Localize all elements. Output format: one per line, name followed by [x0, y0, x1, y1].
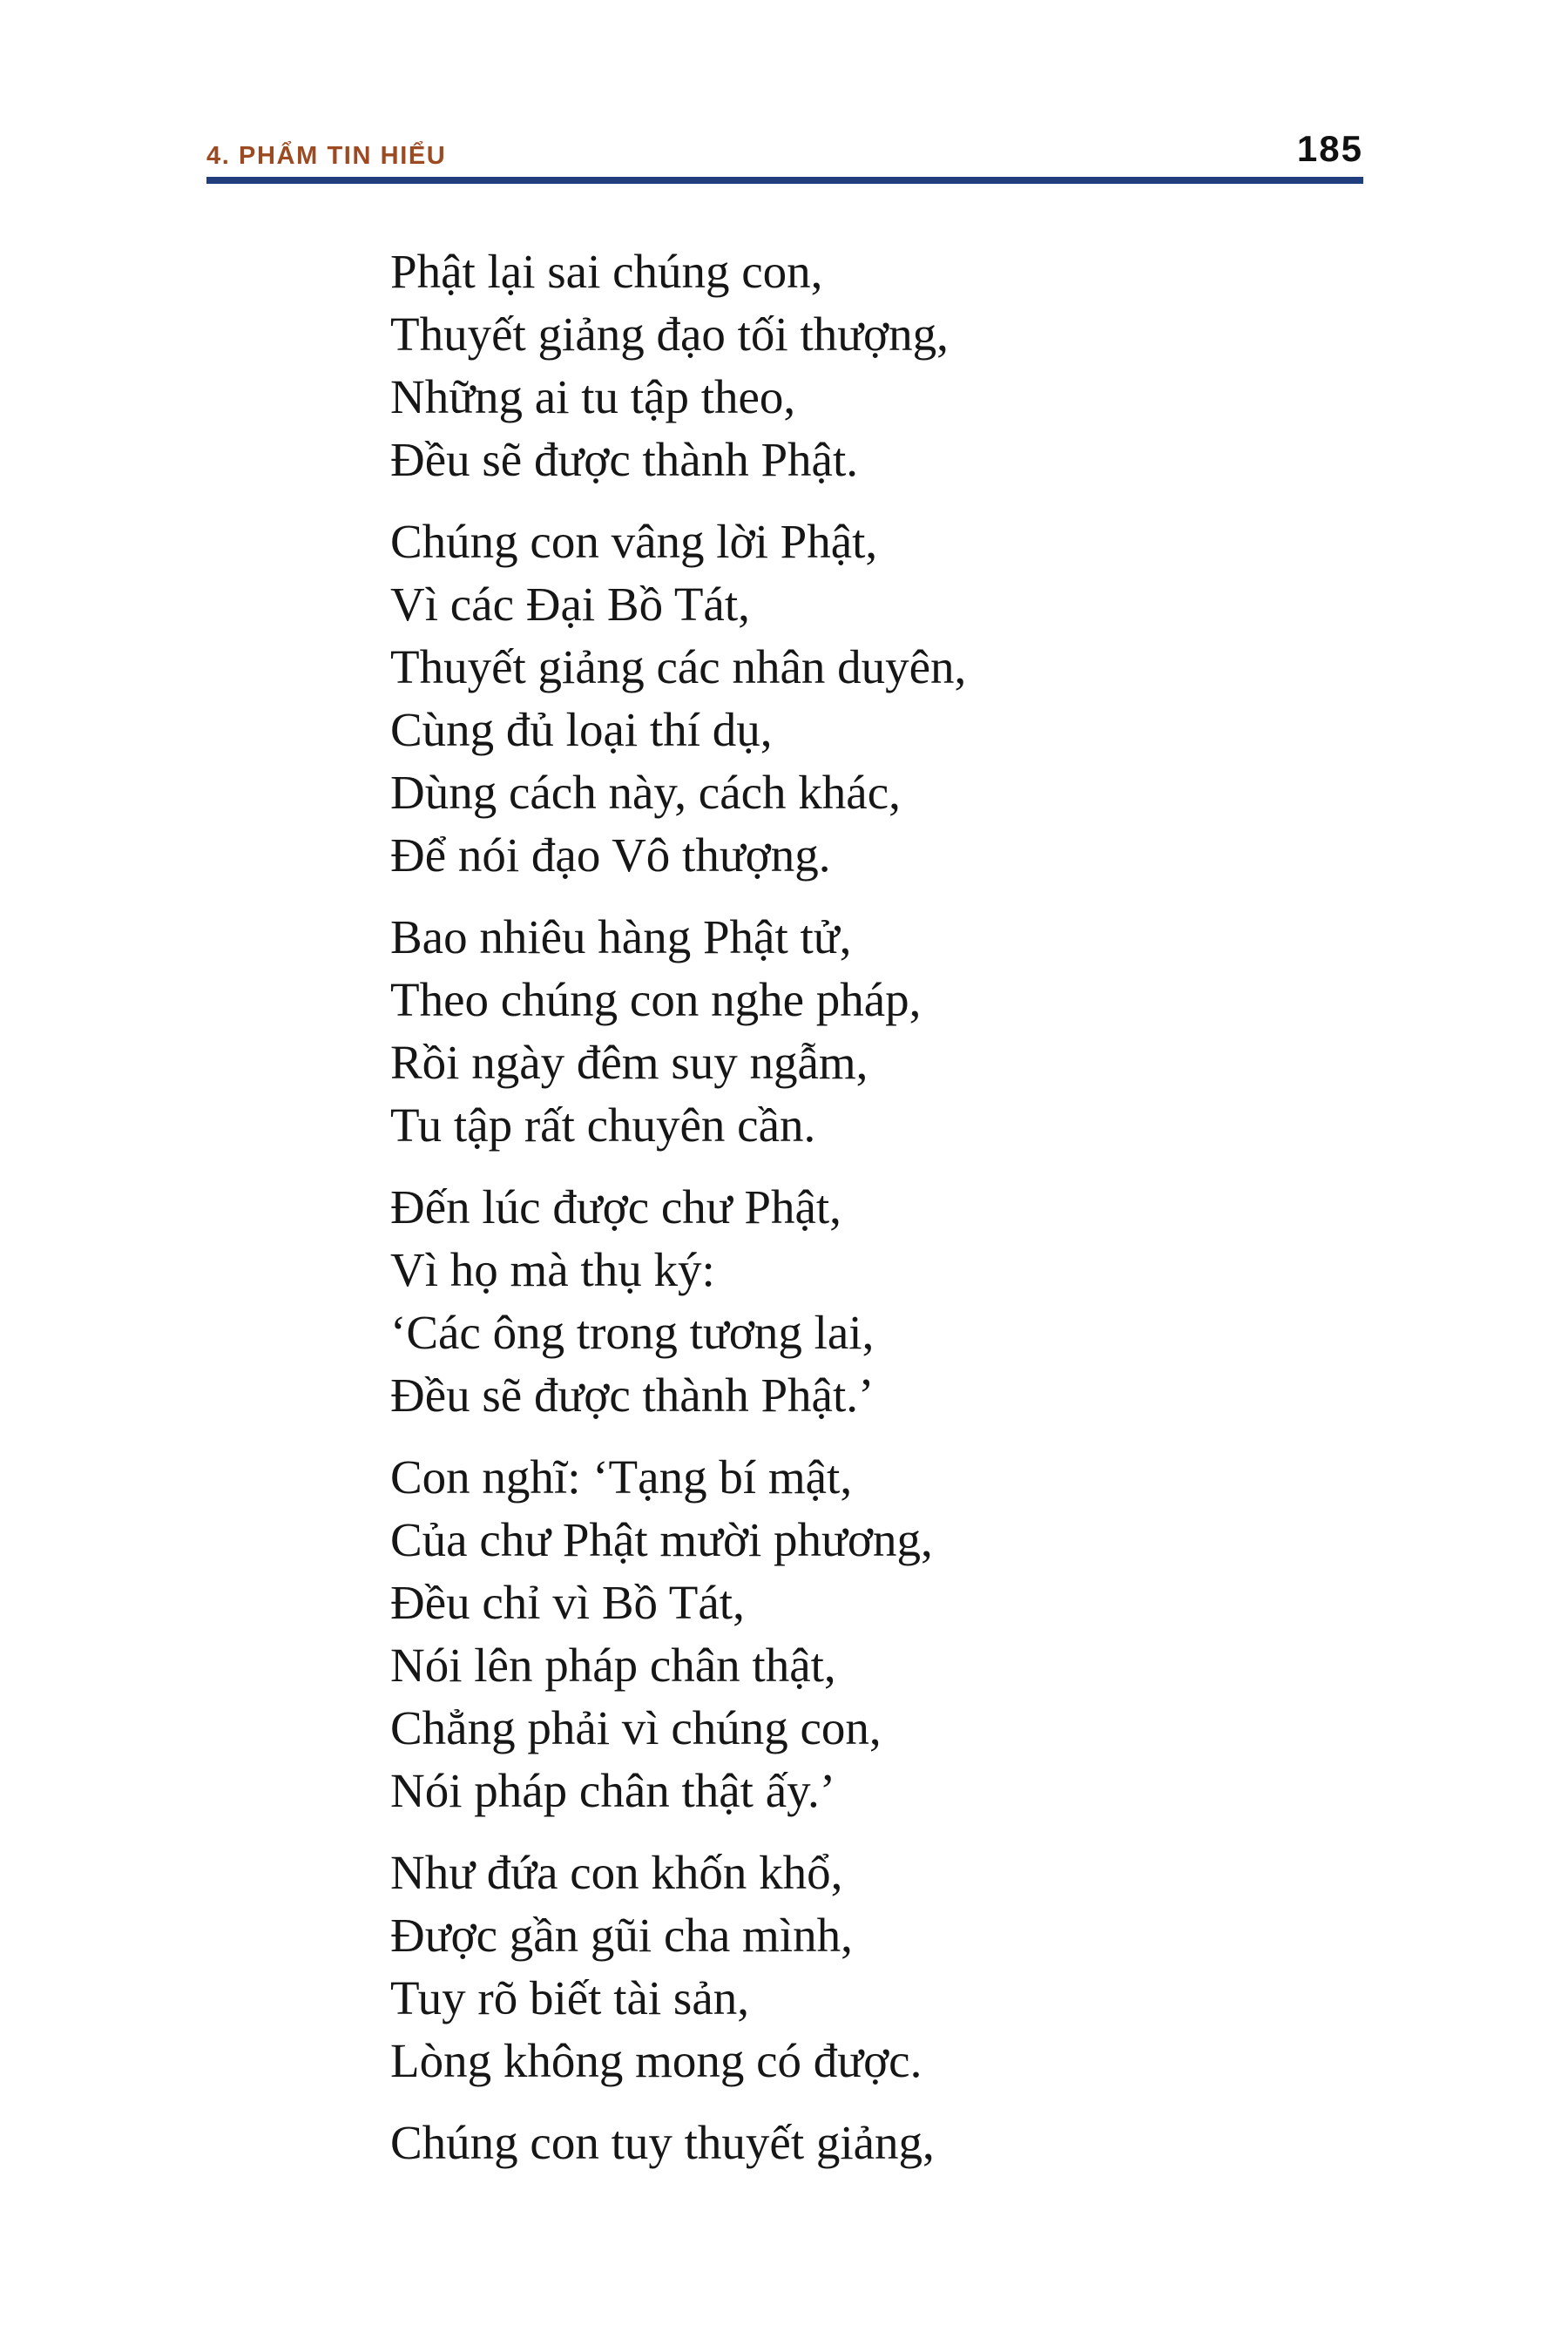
- stanza: [390, 510, 1348, 887]
- verse-line: Để nói đạo Vô thượng.: [390, 828, 831, 882]
- verse-line: Thuyết giảng đạo tối thượng,: [390, 308, 949, 361]
- verse-line: Đều sẽ được thành Phật.’: [390, 1369, 875, 1422]
- verse-line: Chúng con tuy thuyết giảng,: [390, 2116, 935, 2169]
- verse-line: Như đứa con khốn khổ,: [390, 1846, 843, 1899]
- verse-line: Vì họ mà thụ ký:: [390, 1243, 715, 1296]
- verse-line: Chúng con vâng lời Phật,: [390, 515, 878, 568]
- verse-line: Được gần gũi cha mình,: [390, 1909, 853, 1962]
- verse-line: Tu tập rất chuyên cần.: [390, 1098, 816, 1152]
- verse-line: Tuy rõ biết tài sản,: [390, 1971, 749, 2024]
- page-number: 185: [1296, 128, 1363, 169]
- verse-line: Phật lại sai chúng con,: [390, 245, 823, 298]
- verse-line: Cùng đủ loại thí dụ,: [390, 703, 773, 756]
- verse-line: Vì các Đại Bồ Tát,: [390, 578, 750, 631]
- stanza: [390, 240, 1348, 491]
- verse-block: [390, 240, 1348, 2193]
- verse-line: Lòng không mong có được.: [390, 2034, 923, 2087]
- verse-line: Nói pháp chân thật ấy.’: [390, 1764, 836, 1817]
- stanza: [390, 1176, 1348, 1427]
- verse-line: Đều chỉ vì Bồ Tát,: [390, 1576, 745, 1629]
- verse-line: Theo chúng con nghe pháp,: [390, 973, 922, 1026]
- verse-line: ‘Các ông trong tương lai,: [390, 1306, 875, 1359]
- verse-line: Những ai tu tập theo,: [390, 370, 796, 423]
- stanza: [390, 906, 1348, 1157]
- verse-line: Dùng cách này, cách khác,: [390, 766, 901, 819]
- verse-line: Rồi ngày đêm suy ngẫm,: [390, 1036, 868, 1089]
- verse-line: Của chư Phật mười phương,: [390, 1513, 933, 1566]
- header-rule: [206, 177, 1363, 184]
- verse-line: Thuyết giảng các nhân duyên,: [390, 640, 967, 693]
- verse-line: Chẳng phải vì chúng con,: [390, 1701, 882, 1754]
- stanza: [390, 2112, 1348, 2174]
- chapter-title: 4. PHẨM TIN HIỂU: [206, 142, 447, 170]
- verse-line: Con nghĩ: ‘Tạng bí mật,: [390, 1450, 853, 1504]
- verse-line: Đến lúc được chư Phật,: [390, 1180, 841, 1233]
- header-row: [206, 128, 1363, 170]
- stanza: [390, 1842, 1348, 2092]
- verse-line: Đều sẽ được thành Phật.: [390, 433, 858, 486]
- page-header: [206, 128, 1363, 184]
- verse-line: Nói lên pháp chân thật,: [390, 1639, 836, 1692]
- stanza: [390, 1446, 1348, 1822]
- verse-line: Bao nhiêu hàng Phật tử,: [390, 910, 852, 963]
